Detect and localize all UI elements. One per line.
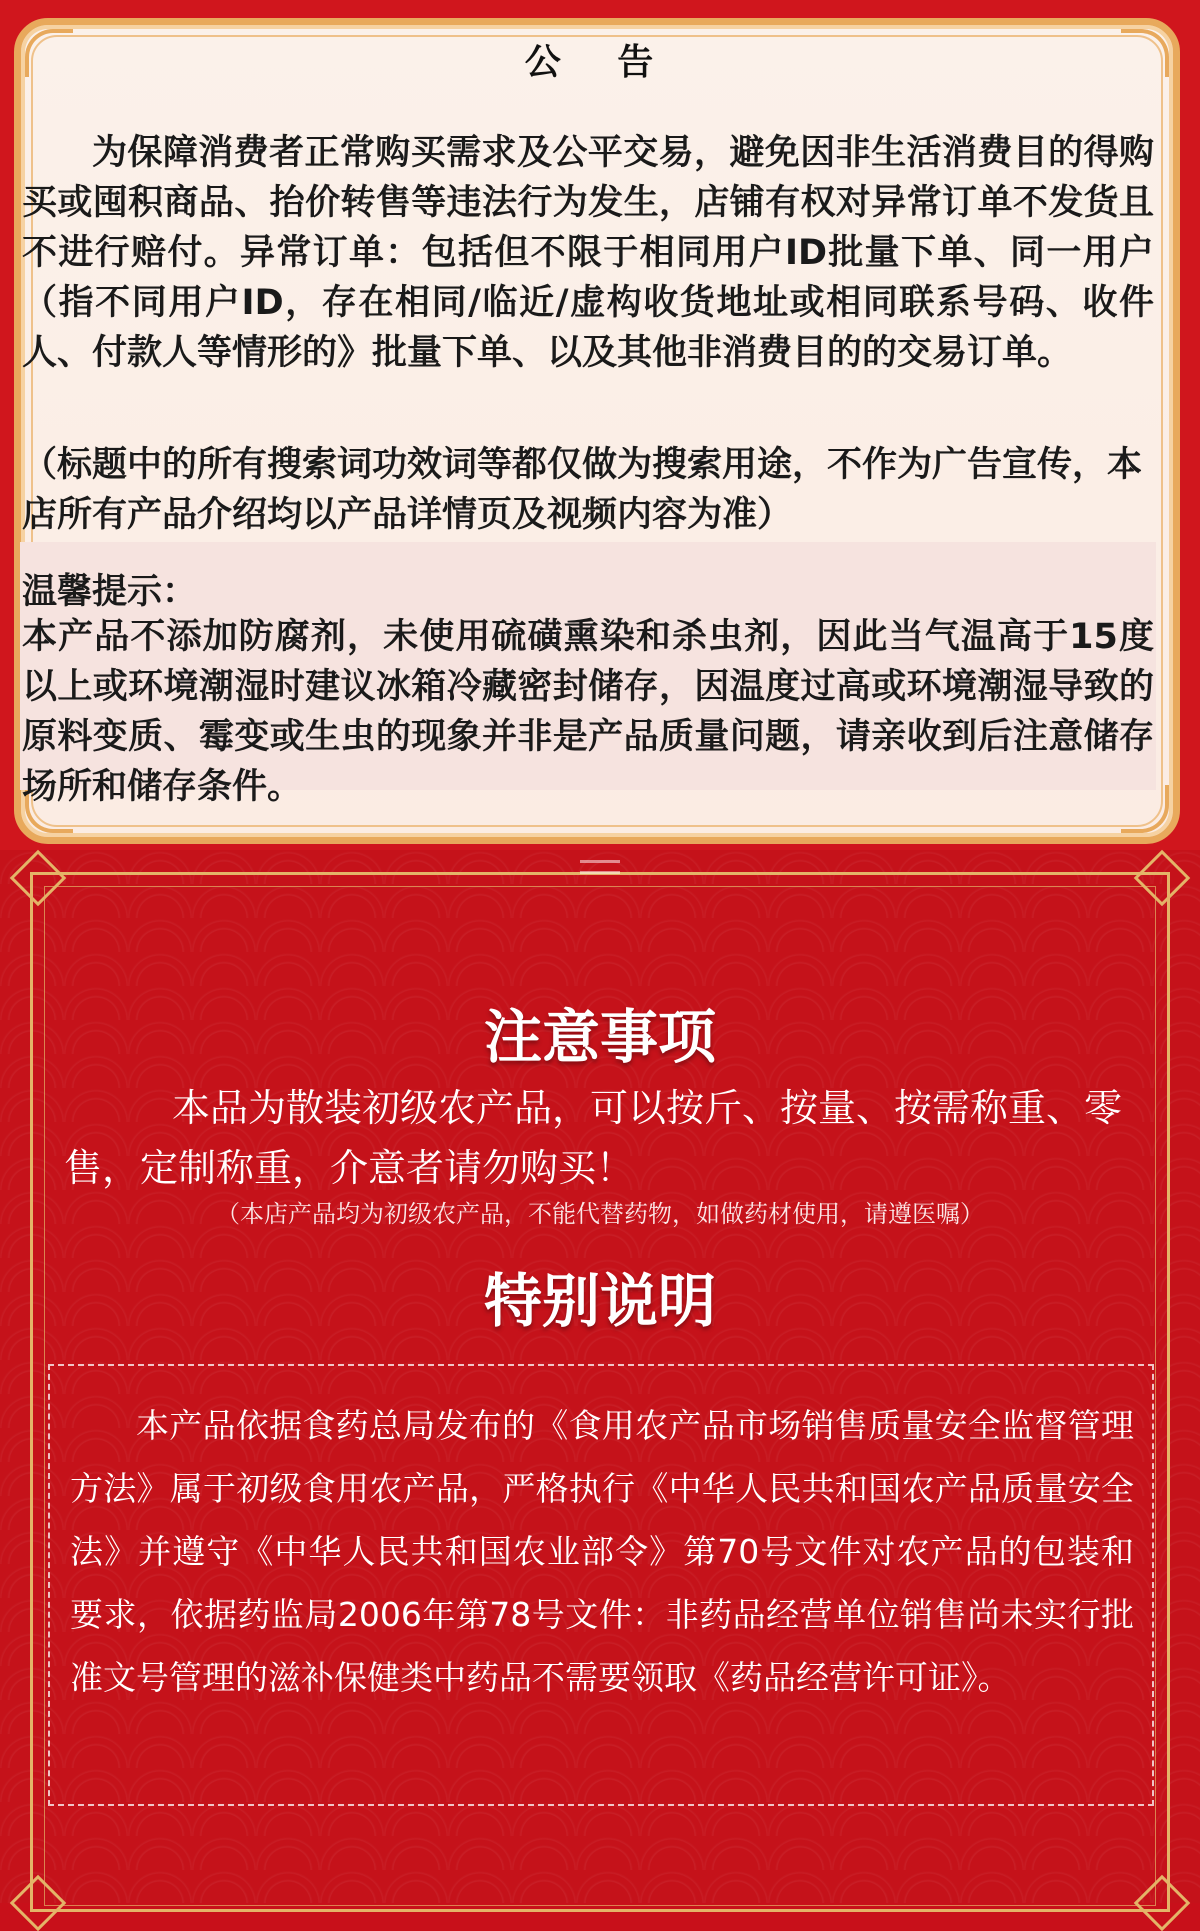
notice-disclaimer: （标题中的所有搜索词功效词等都仅做为搜索用途，不作为广告宣传，本店所有产品介绍均以产品详情页及视频内容为准） <box>22 445 1143 535</box>
attention-text: 本品为散装初级农产品，可以按斤、按量、按需称重、零售，定制称重，介意者请勿购买！ <box>64 1086 1123 1190</box>
special-title: 特别说明 <box>483 1267 716 1335</box>
attention-note: （本店产品均为初级农产品，不能代替药物，如做药材使用，请遵医嘱） <box>216 1200 984 1228</box>
attention-title: 注意事项 <box>483 1003 716 1071</box>
notice-body: 为保障消费者正常购买需求及公平交易，避免因非生活消费目的得购买或囤积商品、抬价转售等违法行为发生，店铺有权对异常订单不发货且不进行赔付。异常订单：包括但不限于相同用户ID批量下单、同一用户（指不同用户ID，存在相同/临近/虚构收货地址或相同联系号码、收件人、付款人等情形的》批量下单、以及其他非消费目的的交易订单。 <box>22 133 1154 373</box>
notice-title: 公 告 <box>524 42 676 83</box>
special-text: 本产品依据食药总局发布的《食用农产品市场销售质量安全监督管理方法》属于初级食用农产品，严格执行《中华人民共和国农产品质量安全法》并遵守《中华人民共和国农业部令》第70号文件对农产品的包装和要求，依据药监局2006年第78号文件：非药品经营单位销售尚未实行批准文号管理的滋补保健类中药品不需要领取《药品经营许可证》。 <box>70 1406 1134 1697</box>
tip-title: 温馨提示： <box>22 572 198 612</box>
notice-section <box>0 0 1200 850</box>
divider-mark <box>580 860 620 874</box>
attention-special-section <box>0 850 1200 1903</box>
tip-body: 本产品不添加防腐剂，未使用硫磺熏染和杀虫剂，因此当气温高于15度以上或环境潮湿时建议冰箱冷藏密封储存，因温度过高或环境潮湿导致的原料变质、霉变或生虫的现象并非是产品质量问题，请亲收到后注意储存场所和储存条件。 <box>22 617 1154 807</box>
